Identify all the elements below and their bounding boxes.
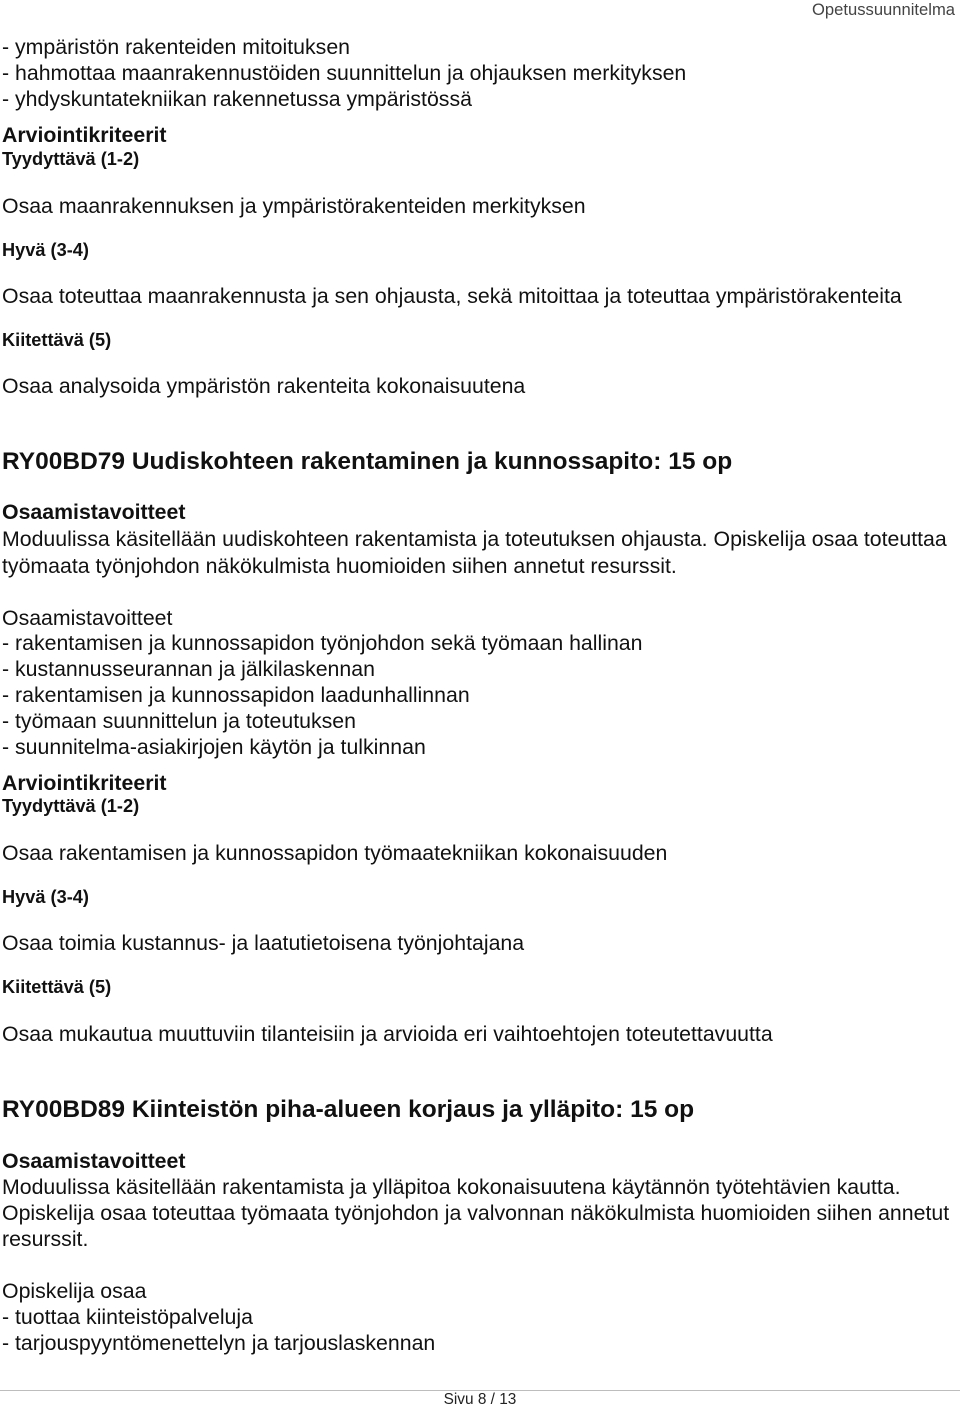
grade-text-satisfactory: Osaa maanrakennuksen ja ympäristörakenteiden merkityksen: [2, 194, 586, 218]
grade-label-excellent: Kiitettävä (5): [2, 330, 112, 350]
grade-text-excellent: Osaa analysoida ympäristön rakenteita kokonaisuutena: [2, 374, 526, 398]
grade-text-excellent: Osaa mukautua muuttuviin tilanteisiin ja arvioida eri vaihtoehtojen toteutettavuutta: [2, 1022, 773, 1046]
objectives-heading: Osaamistavoitteet: [2, 500, 186, 524]
list-item: - rakentamisen ja kunnossapidon laadunhallinnan: [2, 683, 470, 707]
objectives-heading: Osaamistavoitteet: [2, 1149, 186, 1173]
description-line: työmaata työnjohdon näkökulmista huomioiden siihen annetut resurssit.: [2, 554, 677, 578]
description-line: Moduulissa käsitellään uudiskohteen rakentamista ja toteutuksen ohjausta. Opiskelija osaa toteuttaa: [2, 527, 947, 551]
module-title: RY00BD79 Uudiskohteen rakentaminen ja kunnossapito: 15 op: [2, 448, 733, 475]
description-line: Opiskelija osaa toteuttaa työmaata työnjohdon ja valvonnan näkökulmista huomioiden siihen annetut: [2, 1201, 950, 1225]
grade-text-good: Osaa toimia kustannus- ja laatutietoisena työnjohtajana: [2, 931, 525, 955]
list-item: - kustannusseurannan ja jälkilaskennan: [2, 657, 375, 681]
grade-text-satisfactory: Osaa rakentamisen ja kunnossapidon työmaatekniikan kokonaisuuden: [2, 841, 668, 865]
description-line: Moduulissa käsitellään rakentamista ja ylläpitoa kokonaisuutena käytännön työtehtävien kautta.: [2, 1175, 901, 1199]
grade-label-satisfactory: Tyydyttävä (1-2): [2, 149, 140, 169]
criteria-heading: Arviointikriteerit: [2, 771, 167, 795]
running-header-title: Opetussuunnitelma: [812, 0, 955, 19]
objectives-list-heading: Opiskelija osaa: [2, 1279, 147, 1303]
description-line: resurssit.: [2, 1227, 89, 1251]
list-item: - rakentamisen ja kunnossapidon työnjohdon sekä työmaan hallinan: [2, 631, 643, 655]
list-item: - hahmottaa maanrakennustöiden suunnittelun ja ohjauksen merkityksen: [2, 61, 687, 85]
page-number: Sivu 8 / 13: [443, 1391, 517, 1408]
list-item: - tarjouspyyntömenettelyn ja tarjouslaskennan: [2, 1331, 436, 1355]
list-item: - suunnitelma-asiakirjojen käytön ja tulkinnan: [2, 735, 426, 759]
objectives-list-heading: Osaamistavoitteet: [2, 606, 173, 630]
grade-label-satisfactory: Tyydyttävä (1-2): [2, 796, 140, 816]
grade-label-good: Hyvä (3-4): [2, 887, 89, 907]
module-title: RY00BD89 Kiinteistön piha-alueen korjaus ja ylläpito: 15 op: [2, 1096, 695, 1123]
list-item: - työmaan suunnittelun ja toteutuksen: [2, 709, 356, 733]
grade-label-good: Hyvä (3-4): [2, 240, 89, 260]
grade-text-good: Osaa toteuttaa maanrakennusta ja sen ohjausta, sekä mitoittaa ja toteuttaa ympäristörakenteita: [2, 284, 902, 308]
grade-label-excellent: Kiitettävä (5): [2, 977, 112, 997]
criteria-heading: Arviointikriteerit: [2, 123, 167, 147]
list-item: - ympäristön rakenteiden mitoituksen: [2, 35, 351, 59]
list-item: - yhdyskuntatekniikan rakennetussa ympäristössä: [2, 87, 472, 111]
list-item: - tuottaa kiinteistöpalveluja: [2, 1305, 253, 1329]
